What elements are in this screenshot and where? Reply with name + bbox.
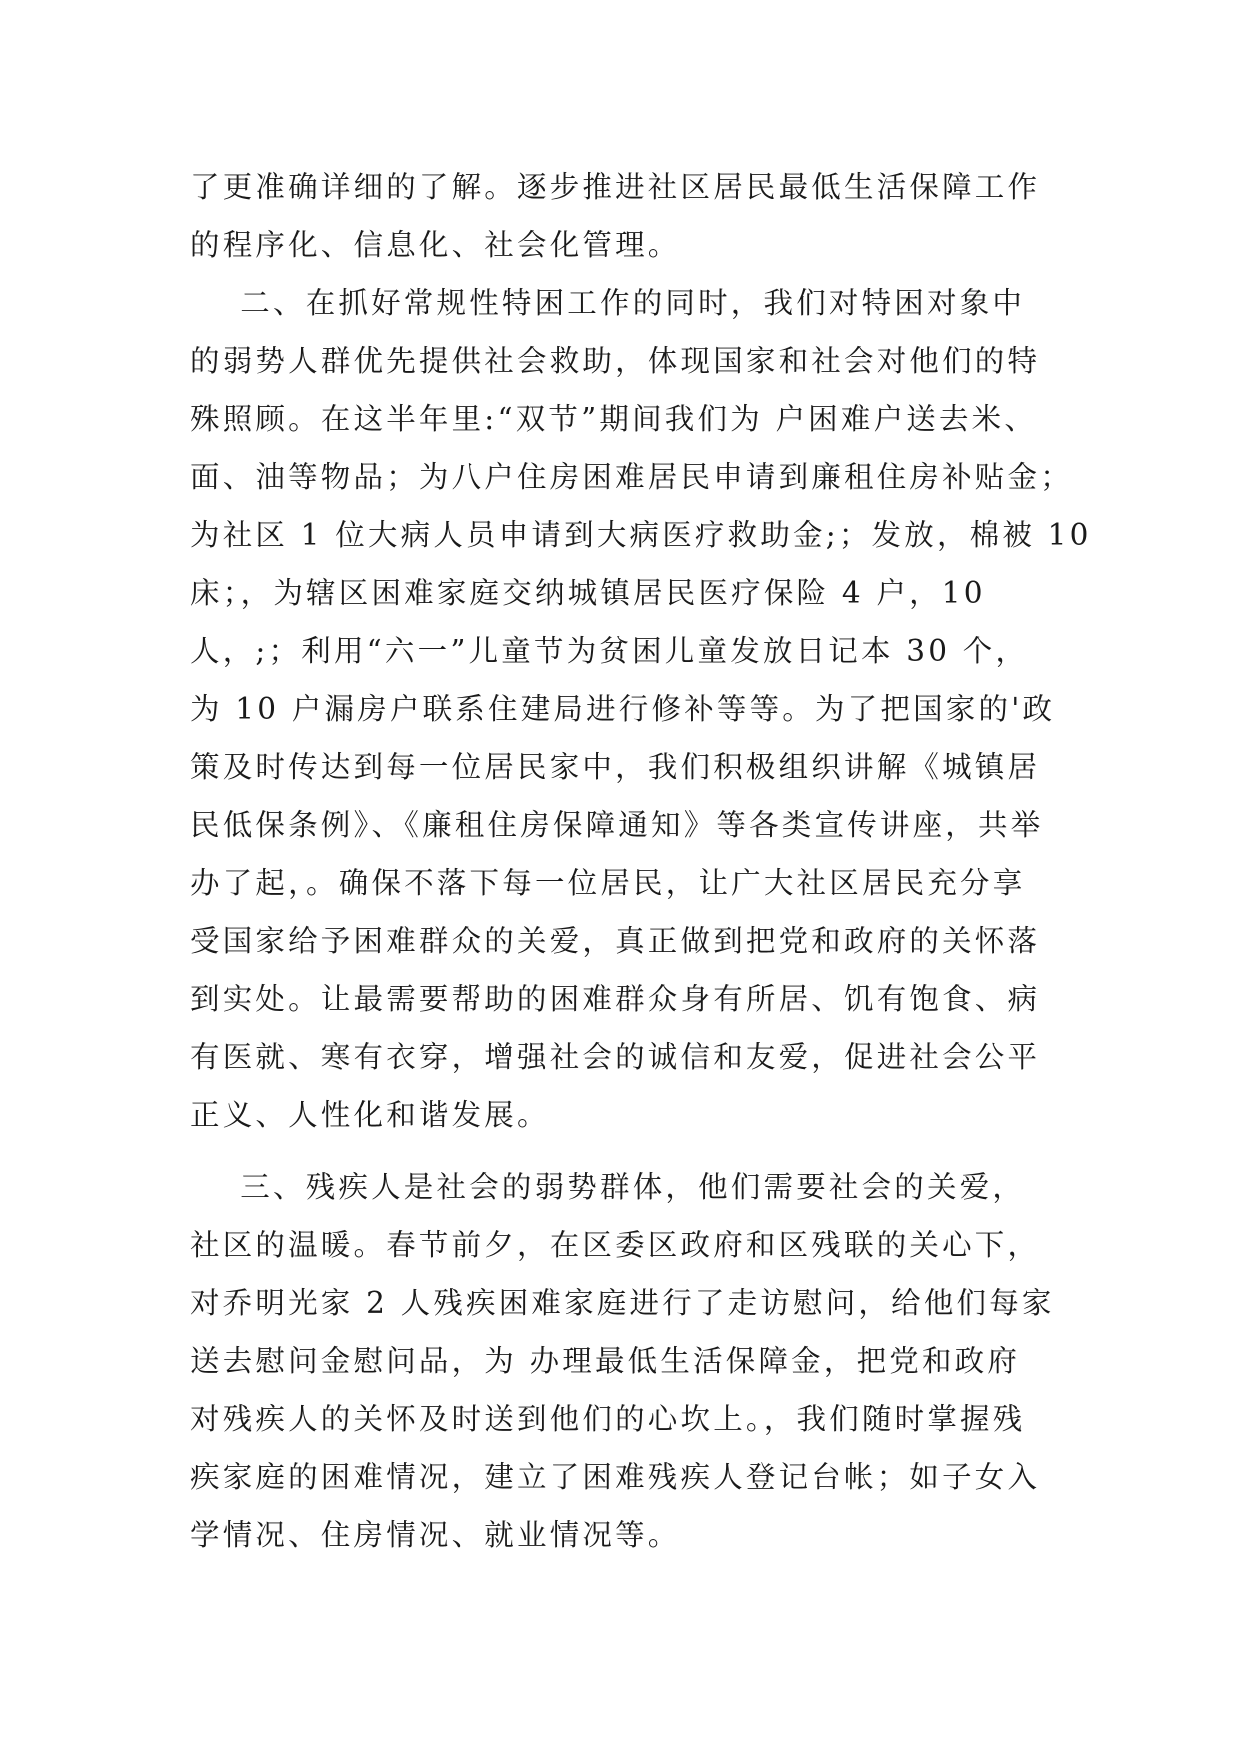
text-line: 的程序化、信息化、社会化管理。 — [190, 228, 681, 262]
text-line: 为社区 1 位大病人员申请到大病医疗救助金;；发放，棉被 10 — [190, 518, 1092, 552]
text-line: 二、在抓好常规性特困工作的同时，我们对特困对象中 — [190, 286, 1026, 320]
text-line: 床；，为辖区困难家庭交纳城镇居民医疗保险 4 户，10 — [190, 576, 986, 610]
text-line: 了更准确详细的了解。逐步推进社区居民最低生活保障工作 — [190, 170, 1041, 204]
text-line: 送去慰问金慰问品，为 办理最低生活保障金，把党和政府 — [190, 1344, 1021, 1378]
paragraph-3 — [190, 1158, 1060, 1564]
paragraph-2 — [190, 274, 1092, 1144]
text-line: 到实处。让最需要帮助的困难群众身有所居、饥有饱食、病 — [190, 982, 1041, 1016]
text-line: 策及时传达到每一位居民家中，我们积极组织讲解《城镇居 — [190, 750, 1041, 784]
text-line: 殊照顾。在这半年里:“双节”期间我们为 户困难户送去米、 — [190, 402, 1038, 436]
text-line: 人，;；利用“六一”儿童节为贫困儿童发放日记本 30 个， — [190, 634, 1029, 668]
paragraph-1 — [190, 158, 1060, 274]
text-line: 受国家给予困难群众的关爱，真正做到把党和政府的关怀落 — [190, 924, 1041, 958]
text-line: 办了起，。确保不落下每一位居民，让广大社区居民充分享 — [190, 866, 1026, 900]
text-line: 疾家庭的困难情况，建立了困难残疾人登记台帐；如子女入 — [190, 1460, 1041, 1494]
text-line: 面、油等物品；为八户住房困难居民申请到廉租住房补贴金； — [190, 460, 1073, 494]
text-line: 有医就、寒有衣穿，增强社会的诚信和友爱，促进社会公平 — [190, 1040, 1041, 1074]
text-line: 正义、人性化和谐发展。 — [190, 1098, 550, 1132]
text-line: 社区的温暖。春节前夕，在区委区政府和区残联的关心下， — [190, 1228, 1041, 1262]
paragraph-gap — [190, 1144, 1060, 1158]
text-line: 学情况、住房情况、就业情况等。 — [190, 1518, 681, 1552]
text-line: 三、残疾人是社会的弱势群体，他们需要社会的关爱， — [190, 1170, 1026, 1204]
text-line: 为 10 户漏房户联系住建局进行修补等等。为了把国家的'政 — [190, 692, 1056, 726]
document-body — [190, 158, 1092, 1564]
text-line: 的弱势人群优先提供社会救助，体现国家和社会对他们的特 — [190, 344, 1041, 378]
text-line: 民低保条例》、《廉租住房保障通知》等各类宣传讲座，共举 — [190, 808, 1044, 842]
text-line: 对残疾人的关怀及时送到他们的心坎上。，我们随时掌握残 — [190, 1402, 1026, 1436]
text-line: 对乔明光家 2 人残疾困难家庭进行了走访慰问，给他们每家 — [190, 1286, 1055, 1320]
